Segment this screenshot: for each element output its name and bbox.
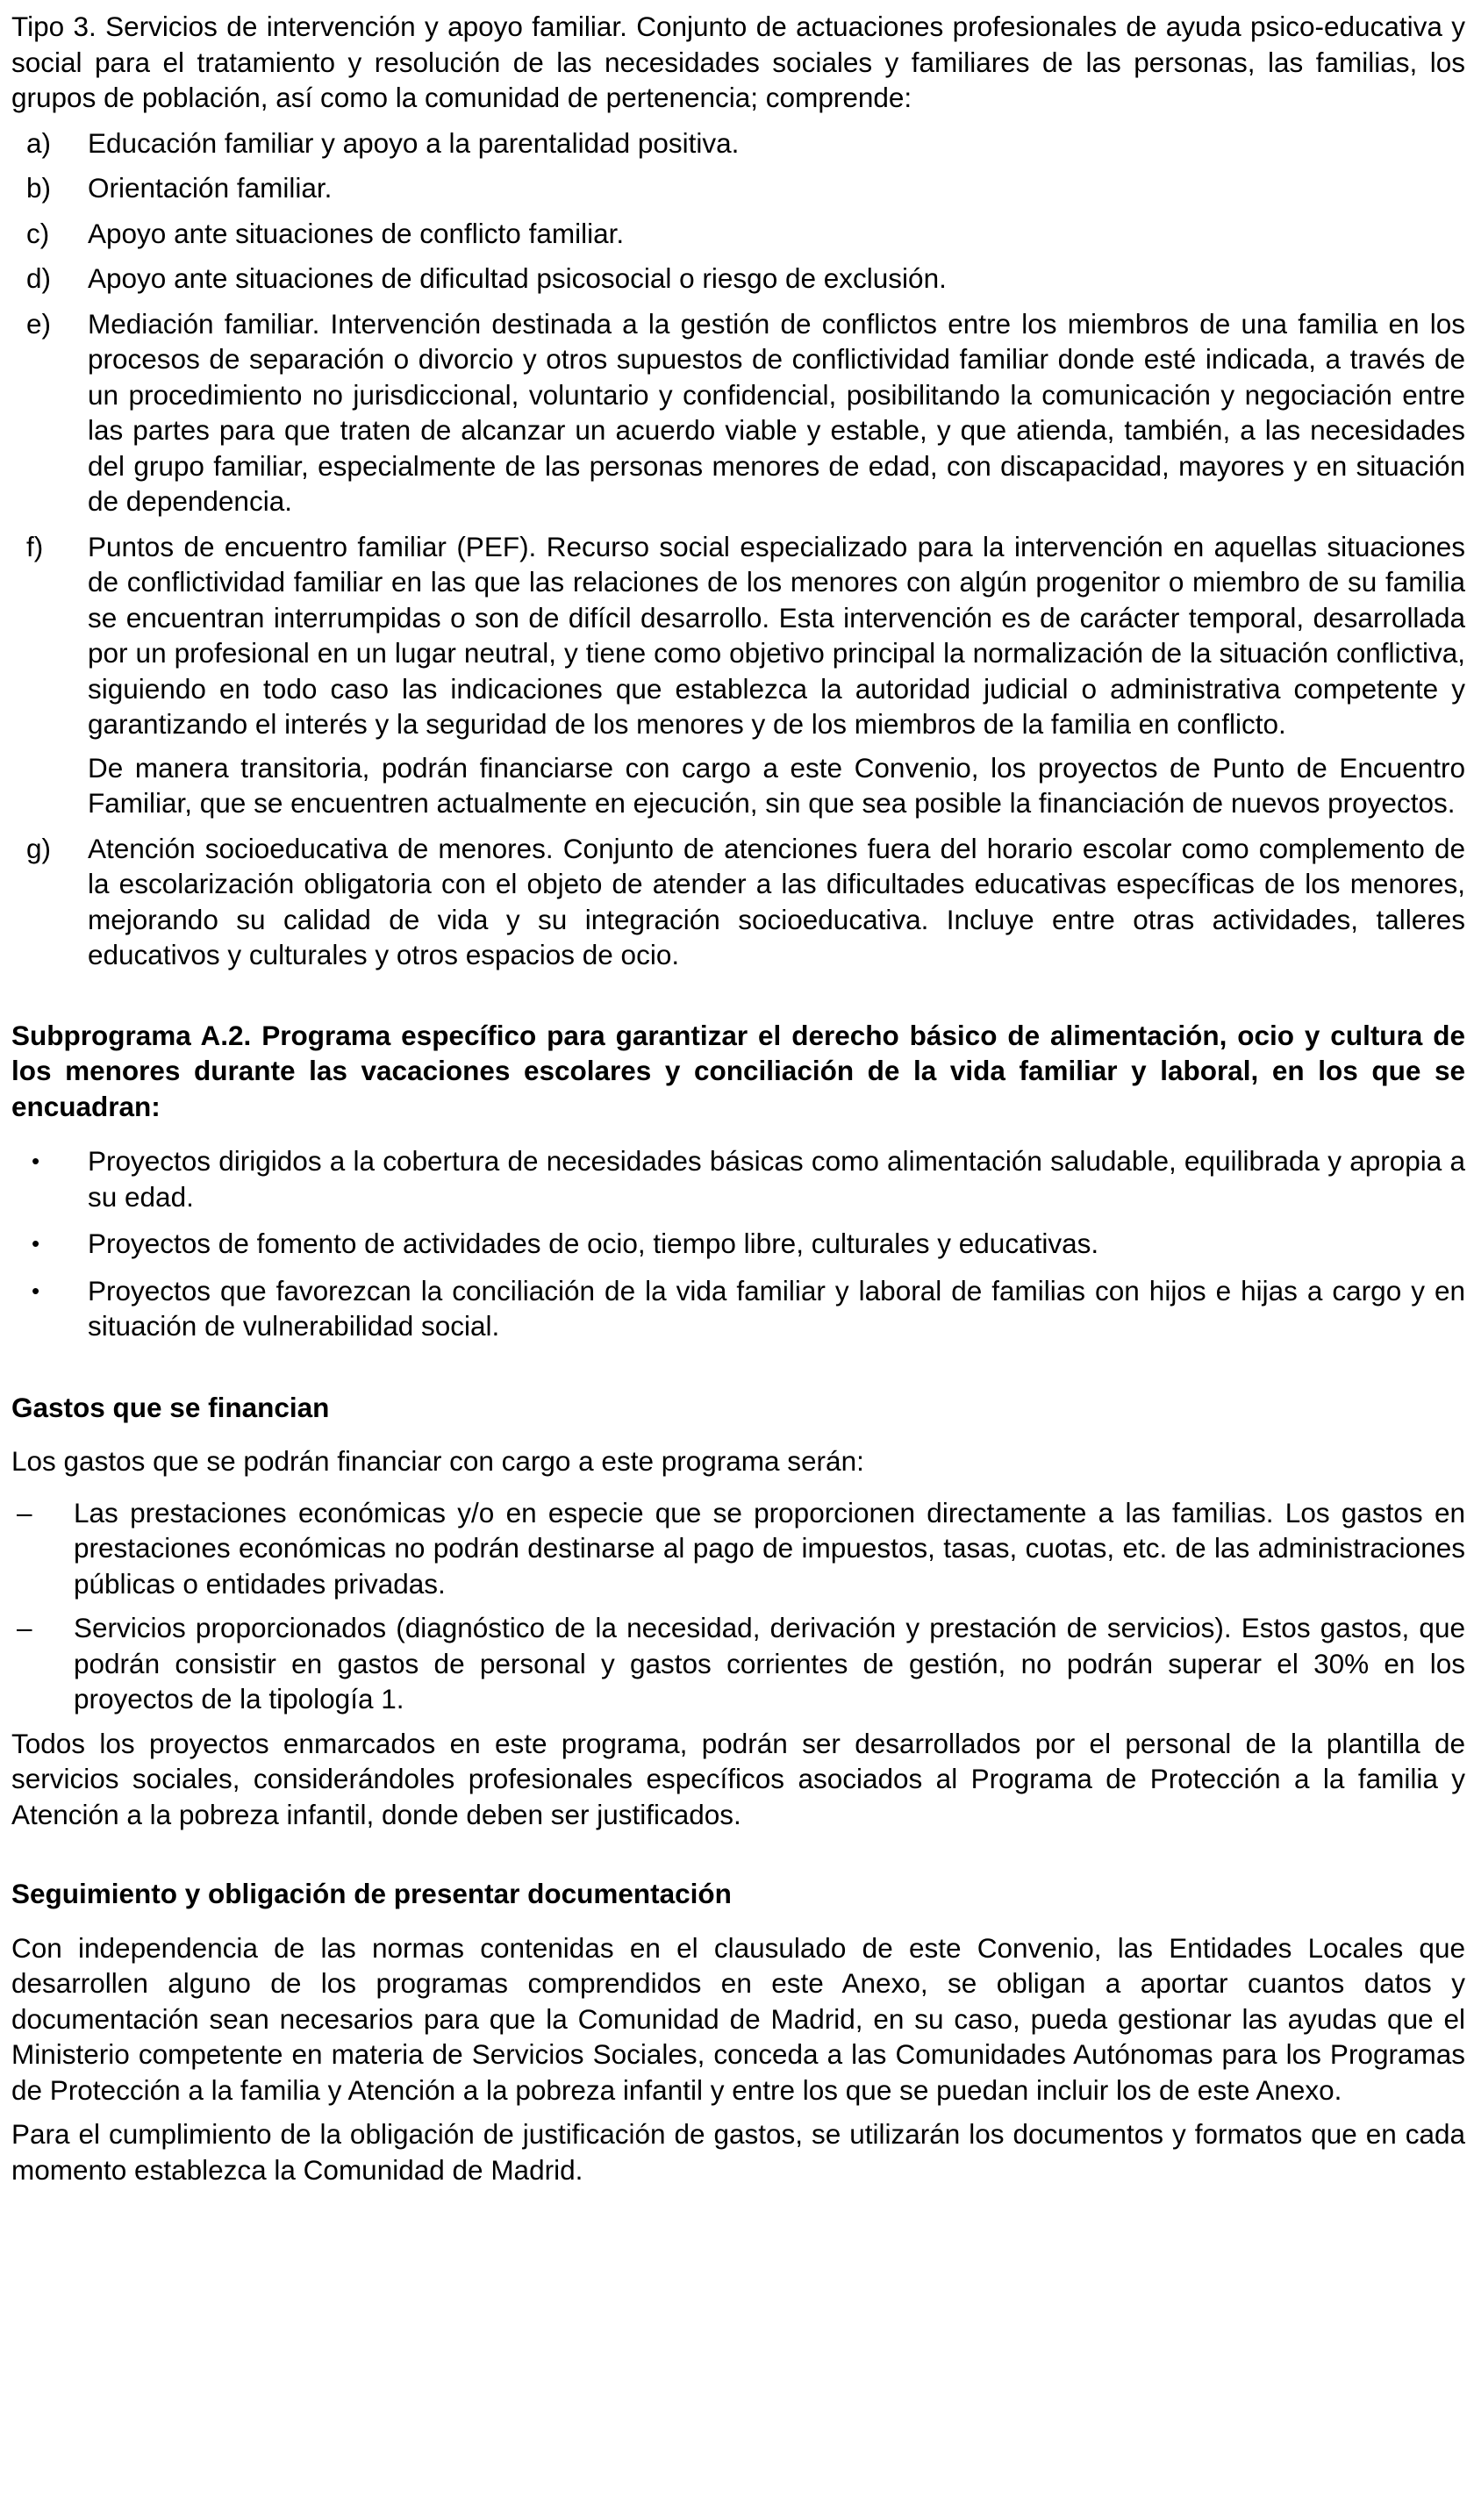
- list-marker: f): [26, 530, 44, 562]
- bullet-text: Proyectos que favorezcan la conciliación de la vida familiar y laboral de familias con hijos e hijas a cargo y en situación de vulnerabilidad social.: [88, 1274, 1465, 1342]
- seguimiento-heading: Seguimiento y obligación de presentar documentación: [11, 1878, 732, 1909]
- seguimiento-paragraph-2: Para el cumplimiento de la obligación de justificación de gastos, se utilizarán los documentos y formatos que en cada momento establezca la Comunidad de Madrid.: [11, 2118, 1465, 2186]
- list-item-c: [11, 216, 1465, 252]
- list-marker: e): [26, 307, 52, 340]
- list-item-text: Atención socioeducativa de menores. Conjunto de atenciones fuera del horario escolar como complemento de la escolarización obligatoria con el objeto de atender a las dificultades educativas específicas de los menores, mejorando su calidad de vida y su integración socioeducativa. Incluye entre otras actividades, talleres educativos y culturales y otros espacios de ocio.: [88, 832, 1465, 970]
- gastos-closing-paragraph: Todos los proyectos enmarcados en este programa, podrán ser desarrollados por el personal de la plantilla de servicios sociales, considerándoles profesionales específicos asociados al Programa de Protección a la familia y Atención a la pobreza infantil, donde deben ser justificados.: [11, 1727, 1465, 1830]
- list-marker: d): [26, 262, 52, 294]
- tipo3-intro-paragraph: Tipo 3. Servicios de intervención y apoyo familiar. Conjunto de actuaciones profesionales de ayuda psico-educativa y social para el tratamiento y resolución de las necesidades sociales y familiares de las personas, las familias, los grupos de población, así como la comunidad de pertenencia; comprende:: [11, 11, 1465, 113]
- bullet-text: Proyectos de fomento de actividades de ocio, tiempo libre, culturales y educativas.: [88, 1228, 1099, 1259]
- dash-text: Las prestaciones económicas y/o en especie que se proporcionen directamente a las familias. Los gastos en prestaciones económicas no podrán destinarse al pago de impuestos, tasas, cuotas, etc. de las administraciones públicas o entidades privadas.: [74, 1496, 1465, 1600]
- list-item-a: [11, 125, 1465, 161]
- list-marker: c): [26, 217, 50, 249]
- dash-item: [11, 1495, 1465, 1602]
- list-item-text: Mediación familiar. Intervención destinada a la gestión de conflictos entre los miembros de una familia en los procesos de separación o divorcio y otros supuestos de conflictividad familiar donde esté indicada, a través de un procedimiento no jurisdiccional, voluntario y confidencial, posibilitando la comunicación y negociación entre las partes para que traten de alcanzar un acuerdo viable y estable, y que atienda, también, a las necesidades del grupo familiar, especialmente de las personas menores de edad, con discapacidad, mayores y en situación de dependencia.: [88, 307, 1465, 517]
- bullet-text: Proyectos dirigidos a la cobertura de necesidades básicas como alimentación saludable, equilibrada y apropia a su edad.: [88, 1145, 1465, 1213]
- dash-marker: –: [17, 1612, 32, 1643]
- bullet-icon: •: [32, 1148, 40, 1174]
- gastos-heading: Gastos que se financian: [11, 1391, 330, 1423]
- list-item-e: [11, 306, 1465, 519]
- bullet-item: [11, 1273, 1465, 1344]
- seguimiento-paragraph-1: Con independencia de las normas contenidas en el clausulado de este Convenio, las Entidades Locales que desarrollen alguno de los programas comprendidos en este Anexo, se obligan a aportar cuantos datos y documentación sean necesarios para que la Comunidad de Madrid, en su caso, pueda gestionar las ayudas que el Ministerio competente en materia de Servicios Sociales, conceda a las Comunidades Autónomas para los Programas de Protección a la familia y Atención a la pobreza infantil y entre los que se puedan incluir los de este Anexo.: [11, 1931, 1465, 2106]
- list-item-f: [11, 529, 1465, 742]
- dash-marker: –: [17, 1496, 32, 1528]
- list-marker: b): [26, 172, 52, 204]
- bullet-item: [11, 1143, 1465, 1214]
- list-item-f-continuation: De manera transitoria, podrán financiarse con cargo a este Convenio, los proyectos de Punto de Encuentro Familiar, que se encuentren actualmente en ejecución, sin que sea posible la financiación de nuevos proyectos.: [88, 751, 1465, 819]
- dash-item: [11, 1610, 1465, 1717]
- subprograma-heading: Subprograma A.2. Programa específico para garantizar el derecho básico de alimentación, ocio y cultura de los menores durante las vacaciones escolares y conciliación de la vida familiar y laboral, en los que se encuadran:: [11, 1019, 1465, 1122]
- dash-text: Servicios proporcionados (diagnóstico de la necesidad, derivación y prestación de servicios). Estos gastos, que podrán consistir en gastos de personal y gastos corrientes de gestión, no podrán superar el 30% en los proyectos de la tipología 1.: [74, 1612, 1465, 1715]
- list-item-text: Orientación familiar.: [88, 172, 333, 204]
- gastos-lead-paragraph: Los gastos que se podrán financiar con cargo a este programa serán:: [11, 1445, 864, 1477]
- list-item-text: Educación familiar y apoyo a la parentalidad positiva.: [88, 126, 740, 159]
- list-marker: g): [26, 832, 52, 864]
- list-item-text: Apoyo ante situaciones de dificultad psicosocial o riesgo de exclusión.: [88, 262, 947, 294]
- bullet-icon: •: [32, 1277, 40, 1304]
- list-item-g: [11, 831, 1465, 973]
- list-item-text: Apoyo ante situaciones de conflicto familiar.: [88, 217, 625, 249]
- list-item-text: Puntos de encuentro familiar (PEF). Recurso social especializado para la intervención en aquellas situaciones de conflictividad familiar en las que las relaciones de los menores con algún progenitor o miembro de su familia se encuentran interrumpidas o son de difícil desarrollo. Esta intervención es de carácter temporal, desarrollada por un profesional en un lugar neutral, y tiene como objetivo principal la normalización de la situación conflictiva, siguiendo en todo caso las indicaciones que establezca la autoridad judicial o administrativa competente y garantizando el interés y la seguridad de los menores y de los miembros de la familia en conflicto.: [88, 530, 1465, 740]
- bullet-icon: •: [32, 1230, 40, 1256]
- list-marker: a): [26, 126, 52, 159]
- bullet-item: [11, 1226, 1465, 1262]
- list-item-b: [11, 170, 1465, 206]
- list-item-d: [11, 261, 1465, 297]
